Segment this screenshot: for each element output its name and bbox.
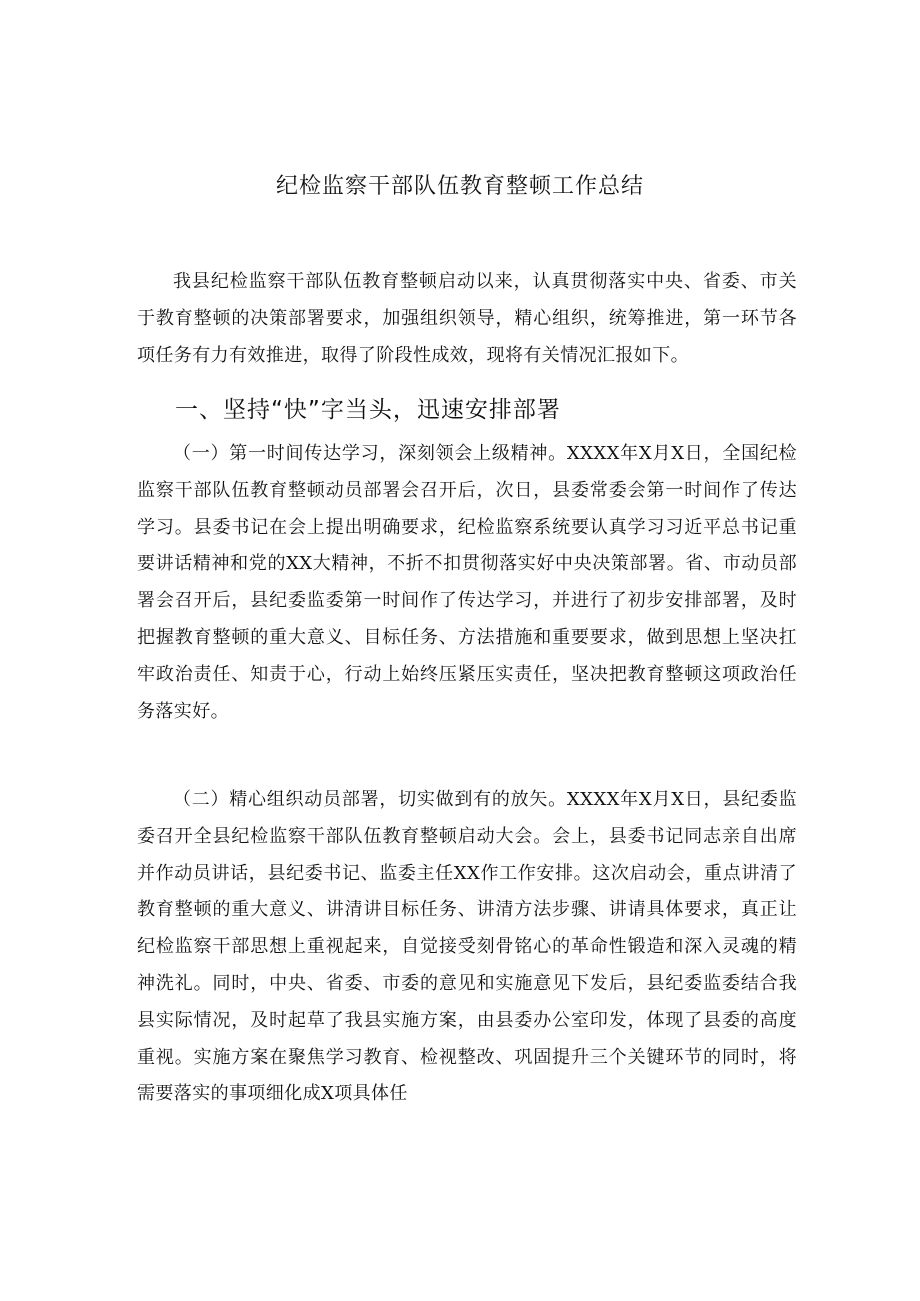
- section-item-paragraph: （二）精心组织动员部署，切实做到有的放矢。XXXX年X月X日，县纪委监委召开全县纪检监察干部队伍教育整顿启动大会。会上，县委书记同志亲自出席并作动员讲话，县纪委书记、监委主任XX作工作安排。这次启动会，重点讲清了教育整顿的重大意义、讲清讲目标任务、讲清方法步骤、讲请具体要求，真正让纪检监察干部思想上重视起来，自觉接受刻骨铭心的革命性锻造和深入灵魂的精神洗礼。同时，中央、省委、市委的意见和实施意见下发后，县纪委监委结合我县实际情况，及时起草了我县实施方案，由县委办公室印发，体现了县委的高度重视。实施方案在聚焦学习教育、检视整改、巩固提升三个关键环节的同时，将需要落实的事项细化成X项具体任: [137, 789, 797, 1105]
- section-heading: 一、坚持“快”字当头，迅速安排部署: [175, 397, 561, 423]
- intro-paragraph: 我县纪检监察干部队伍教育整顿启动以来，认真贯彻落实中央、省委、市关于教育整顿的决策部署要求，加强组织领导，精心组织，统筹推进，第一环节各项任务有力有效推进，取得了阶段性成效，现将有关情况汇报如下。: [137, 271, 797, 366]
- section-item-paragraph: （一）第一时间传达学习，深刻领会上级精神。XXXX年X月X日，全国纪检监察干部队伍教育整顿动员部署会召开后，次日，县委常委会第一时间作了传达学习。县委书记在会上提出明确要求，纪检监察系统要认真学习习近平总书记重要讲话精神和党的XX大精神，不折不扣贯彻落实好中央决策部署。省、市动员部署会召开后，县纪委监委第一时间作了传达学习，并进行了初步安排部署，及时把握教育整顿的重大意义、目标任务、方法措施和重要要求，做到思想上坚决扛牢政治责任、知责于心，行动上始终压紧压实责任，坚决把教育整顿这项政治任务落实好。: [137, 443, 797, 722]
- document-title: 纪检监察干部队伍教育整顿工作总结: [275, 174, 644, 199]
